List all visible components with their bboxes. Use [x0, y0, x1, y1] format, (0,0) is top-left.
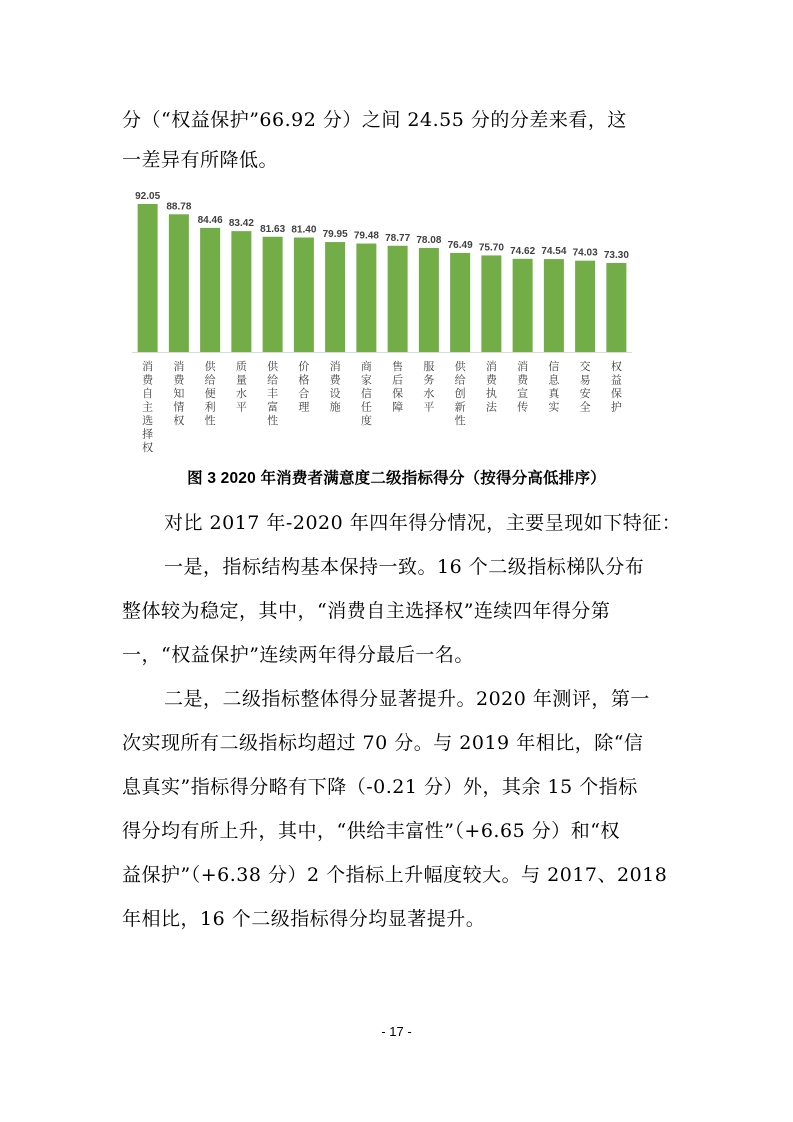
paragraph-line: 一，“权益保护”连续两年得分最后一名。: [122, 644, 474, 666]
bar: [263, 237, 283, 352]
data-label: 81.63: [260, 223, 286, 235]
data-label: 88.78: [166, 201, 192, 213]
data-label: 75.70: [478, 242, 504, 254]
paragraph-line: 一差异有所降低。: [122, 149, 279, 171]
data-label: 78.08: [416, 234, 442, 246]
category-label: 信息真实: [548, 360, 560, 414]
data-label: 78.77: [385, 232, 411, 244]
bar: [200, 228, 220, 352]
paragraph-line: 次实现所有二级指标均超过 70 分。与 2019 年相比，除“信: [122, 732, 644, 754]
figure-caption: 图 3 2020 年消费者满意度二级指标得分（按得分高低排序）: [187, 470, 606, 487]
data-label: 79.95: [322, 229, 348, 241]
data-label: 73.30: [603, 249, 629, 261]
data-label: 92.05: [135, 191, 161, 202]
bar-chart: [120, 180, 640, 460]
data-label: 74.54: [541, 246, 567, 258]
data-label: 81.40: [291, 224, 317, 236]
category-label: 消费设施: [329, 360, 341, 414]
paragraph-line: 一是，指标结构基本保持一致。16 个二级指标梯队分布: [164, 556, 645, 578]
bar: [606, 263, 626, 352]
bar: [294, 238, 314, 352]
category-label: 商家信任度: [360, 360, 372, 427]
category-label: 服务水平: [423, 360, 435, 414]
bar: [169, 214, 189, 352]
bar: [231, 231, 251, 352]
bar: [356, 244, 376, 352]
category-label: 消费宣传: [517, 360, 529, 414]
paragraph-line: 对比 2017 年-2020 年四年得分情况，主要呈现如下特征：: [164, 512, 682, 534]
bar: [388, 246, 408, 352]
category-label: 权益保护: [610, 360, 622, 414]
data-label: 83.42: [228, 218, 254, 230]
category-label: 消费自主选择权: [142, 360, 154, 454]
category-label: 消费执法: [485, 360, 497, 414]
category-label: 供给便利性: [204, 360, 216, 427]
category-label: 质量水平: [235, 360, 247, 414]
paragraph-line: 年相比，16 个二级指标得分均显著提升。: [122, 908, 486, 930]
data-label: 79.48: [353, 230, 379, 242]
category-label: 消费知情权: [173, 360, 185, 427]
data-label: 74.03: [572, 247, 598, 259]
bar: [513, 259, 533, 352]
page-number: - 17 -: [381, 1024, 412, 1039]
bar: [419, 248, 439, 352]
paragraph-line: 得分均有所上升，其中，“供给丰富性”（+6.65 分）和“权: [122, 820, 620, 842]
bar: [325, 242, 345, 352]
category-label: 供给丰富性: [267, 360, 279, 427]
data-label: 74.62: [510, 245, 536, 257]
bar: [138, 204, 158, 352]
paragraph-line: 益保护”（+6.38 分）2 个指标上升幅度较大。与 2017、2018: [122, 864, 668, 886]
bar: [544, 259, 564, 352]
paragraph-line: 分（“权益保护”66.92 分）之间 24.55 分的分差来看，这: [122, 109, 627, 131]
bar: [481, 255, 501, 352]
bar: [575, 261, 595, 352]
paragraph-line: 息真实”指标得分略有下降（-0.21 分）外，其余 15 个指标: [122, 776, 638, 798]
category-label: 交易安全: [579, 360, 591, 414]
bar: [450, 253, 470, 352]
data-label: 76.49: [447, 239, 473, 251]
paragraph-line: 整体较为稳定，其中，“消费自主选择权”连续四年得分第: [122, 600, 611, 622]
paragraph-line: 二是，二级指标整体得分显著提升。2020 年测评，第一: [164, 688, 650, 710]
data-label: 84.46: [197, 214, 223, 226]
category-label: 售后保障: [392, 360, 404, 414]
bar-chart-svg: [120, 180, 640, 460]
category-label: 供给创新性: [454, 360, 466, 427]
category-label: 价格合理: [298, 360, 310, 414]
